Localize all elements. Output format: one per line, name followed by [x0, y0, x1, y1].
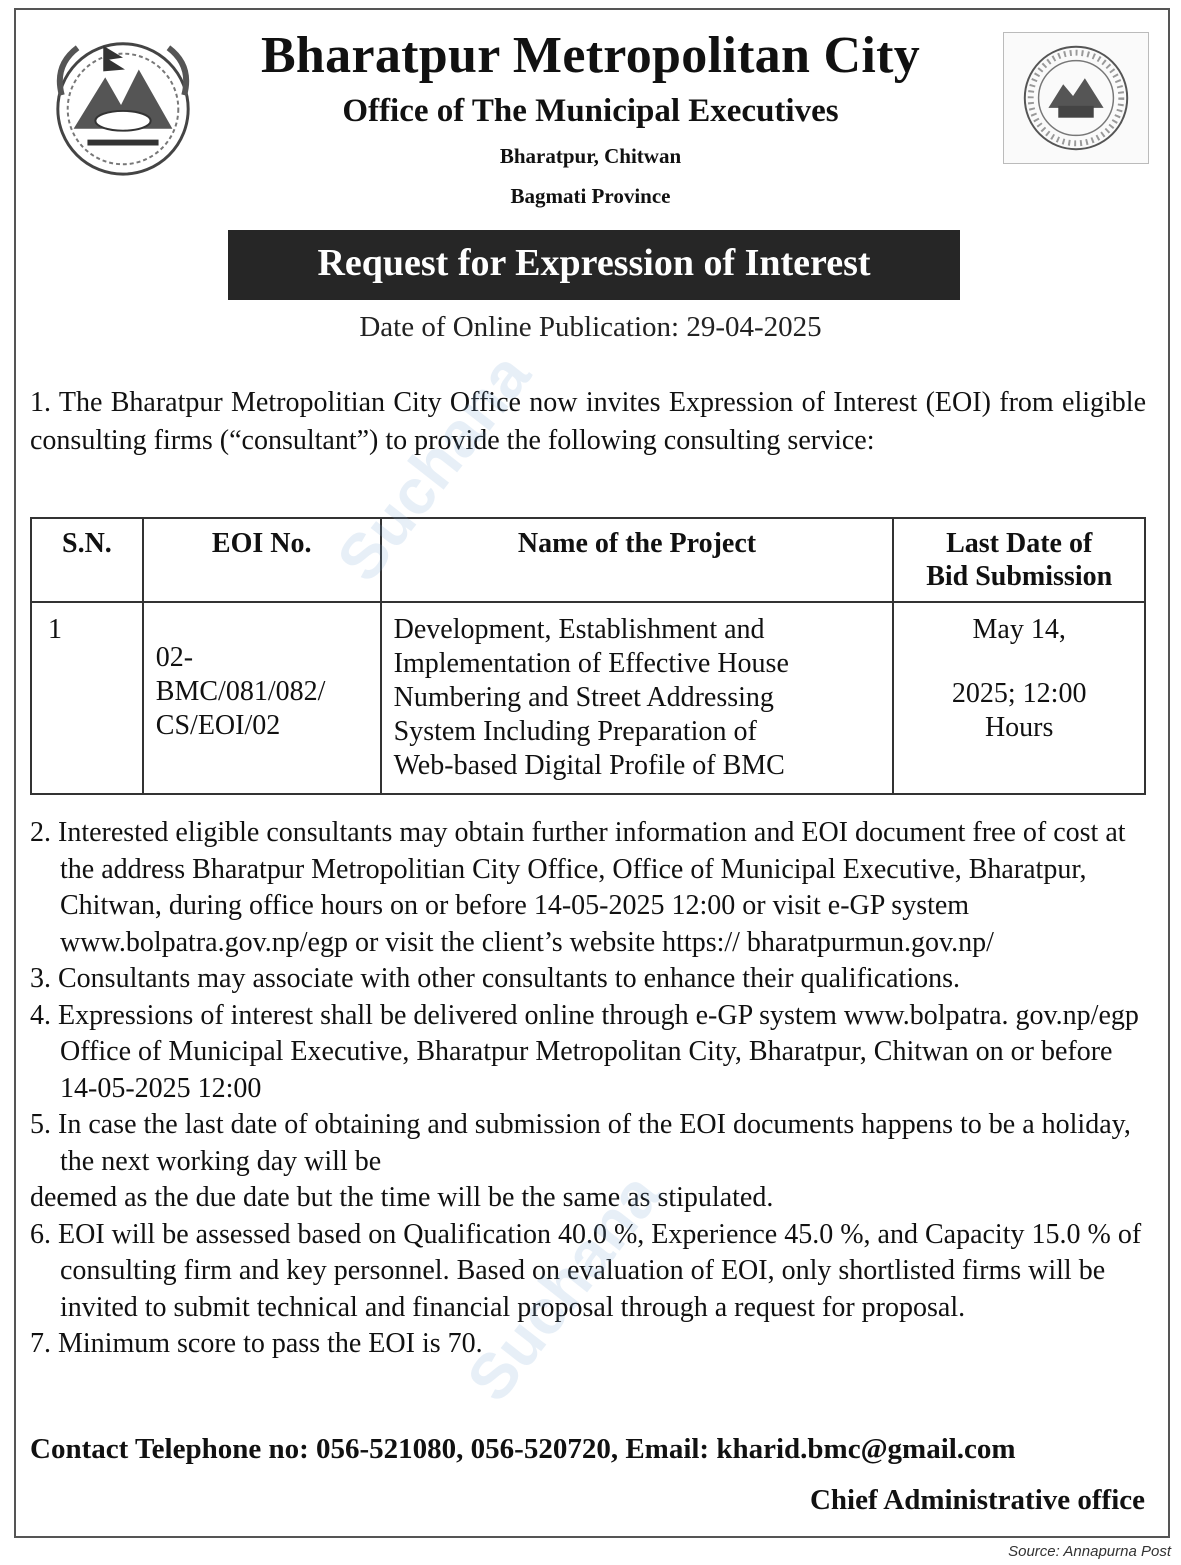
- cell-sn: 1: [31, 602, 143, 794]
- col-header-eoi: EOI No.: [143, 518, 381, 602]
- table-header-row: [31, 518, 1145, 602]
- term-item-3: 3. Consultants may associate with other consultants to enhance their qualifications.: [30, 963, 961, 994]
- signoff: Chief Administrative office: [809, 1484, 1145, 1516]
- deadline-header-line-2: Bid Submission: [926, 561, 1113, 592]
- watermark: Suchana: [322, 339, 544, 595]
- deadline-line-3: Hours: [984, 712, 1054, 743]
- location-line-1: Bharatpur, Chitwan: [499, 144, 682, 168]
- eoi-number-line-3: CS/EOI/02: [155, 710, 281, 741]
- publication-date: Date of Online Publication: 29-04-2025: [359, 311, 822, 343]
- term-item-4: 4. Expressions of interest shall be delivered online through e-GP system www.bolpatra. gov.np/egp Office of Municipal Executive, Bharatpur Metropolitan City, Bharatpur, Chitwan on or before 14-05-2025 12:00: [30, 999, 1139, 1104]
- cell-deadline: [893, 602, 1145, 794]
- intro-paragraph: 1. The Bharatpur Metropolitian City Office now invites Expression of Interest (EOI) from eligible consulting firms (“consultant”) to provide the following consulting service:: [30, 387, 1146, 456]
- eoi-table: [30, 517, 1146, 795]
- project-line-2: Implementation of Effective House: [393, 648, 789, 679]
- deadline-line-2: 2025; 12:00: [951, 678, 1087, 709]
- col-header-sn: S.N.: [31, 518, 143, 602]
- deadline-header-line-1: Last Date of: [946, 528, 1093, 559]
- watermark: Suchana: [452, 1159, 674, 1415]
- location-line-2: Bagmati Province: [510, 184, 671, 208]
- project-line-5: Web-based Digital Profile of BMC: [393, 750, 785, 781]
- col-header-project: Name of the Project: [381, 518, 894, 602]
- project-line-3: Numbering and Street Addressing: [393, 682, 774, 713]
- notice-banner: Request for Expression of Interest: [228, 230, 960, 300]
- project-line-4: System Including Preparation of: [393, 716, 757, 747]
- term-item-6: 6. EOI will be assessed based on Qualification 40.0 %, Experience 45.0 %, and Capacity 15.0 % of consulting firm and key personnel. Based on evaluation of EOI, only shortlisted firms will be invited to submit technical and financial proposal through a request for proposal.: [30, 1218, 1142, 1323]
- term-item-2: 2. Interested eligible consultants may obtain further information and EOI document free of cost at the address Bharatpur Metropolitian City Office, Office of Municipal Executive, Bharatpur, Chitwan, during office hours on or before 14-05-2025 12:00 or visit e-GP system www.bolpatra.gov.np/egp or visit the client’s website https:// bharatpurmun.gov.np/: [30, 817, 1126, 958]
- office-subtitle: Office of The Municipal Executives: [342, 93, 839, 129]
- contact-line: Contact Telephone no: 056-521080, 056-520720, Email: kharid.bmc@gmail.com: [30, 1433, 1016, 1465]
- eoi-number-line-2: BMC/081/082/: [155, 676, 326, 707]
- table-row: [31, 602, 1145, 794]
- page-title: Bharatpur Metropolitan City: [260, 27, 921, 84]
- source-credit: Source: Annapurna Post: [1008, 1543, 1171, 1560]
- cell-eoi-number: [143, 602, 381, 794]
- term-item-5-continuation: deemed as the due date but the time will be the same as stipulated.: [30, 1182, 774, 1213]
- term-item-5: 5. In case the last date of obtaining and submission of the EOI documents happens to be a holiday, the next working day will be: [30, 1109, 1131, 1177]
- cell-project-name: [381, 602, 894, 794]
- term-item-7: 7. Minimum score to pass the EOI is 70.: [30, 1328, 483, 1359]
- project-line-1: Development, Establishment and: [393, 614, 765, 645]
- eoi-number-line-1: 02-: [155, 642, 194, 673]
- deadline-line-1: May 14,: [972, 614, 1066, 645]
- col-header-deadline: [893, 518, 1145, 602]
